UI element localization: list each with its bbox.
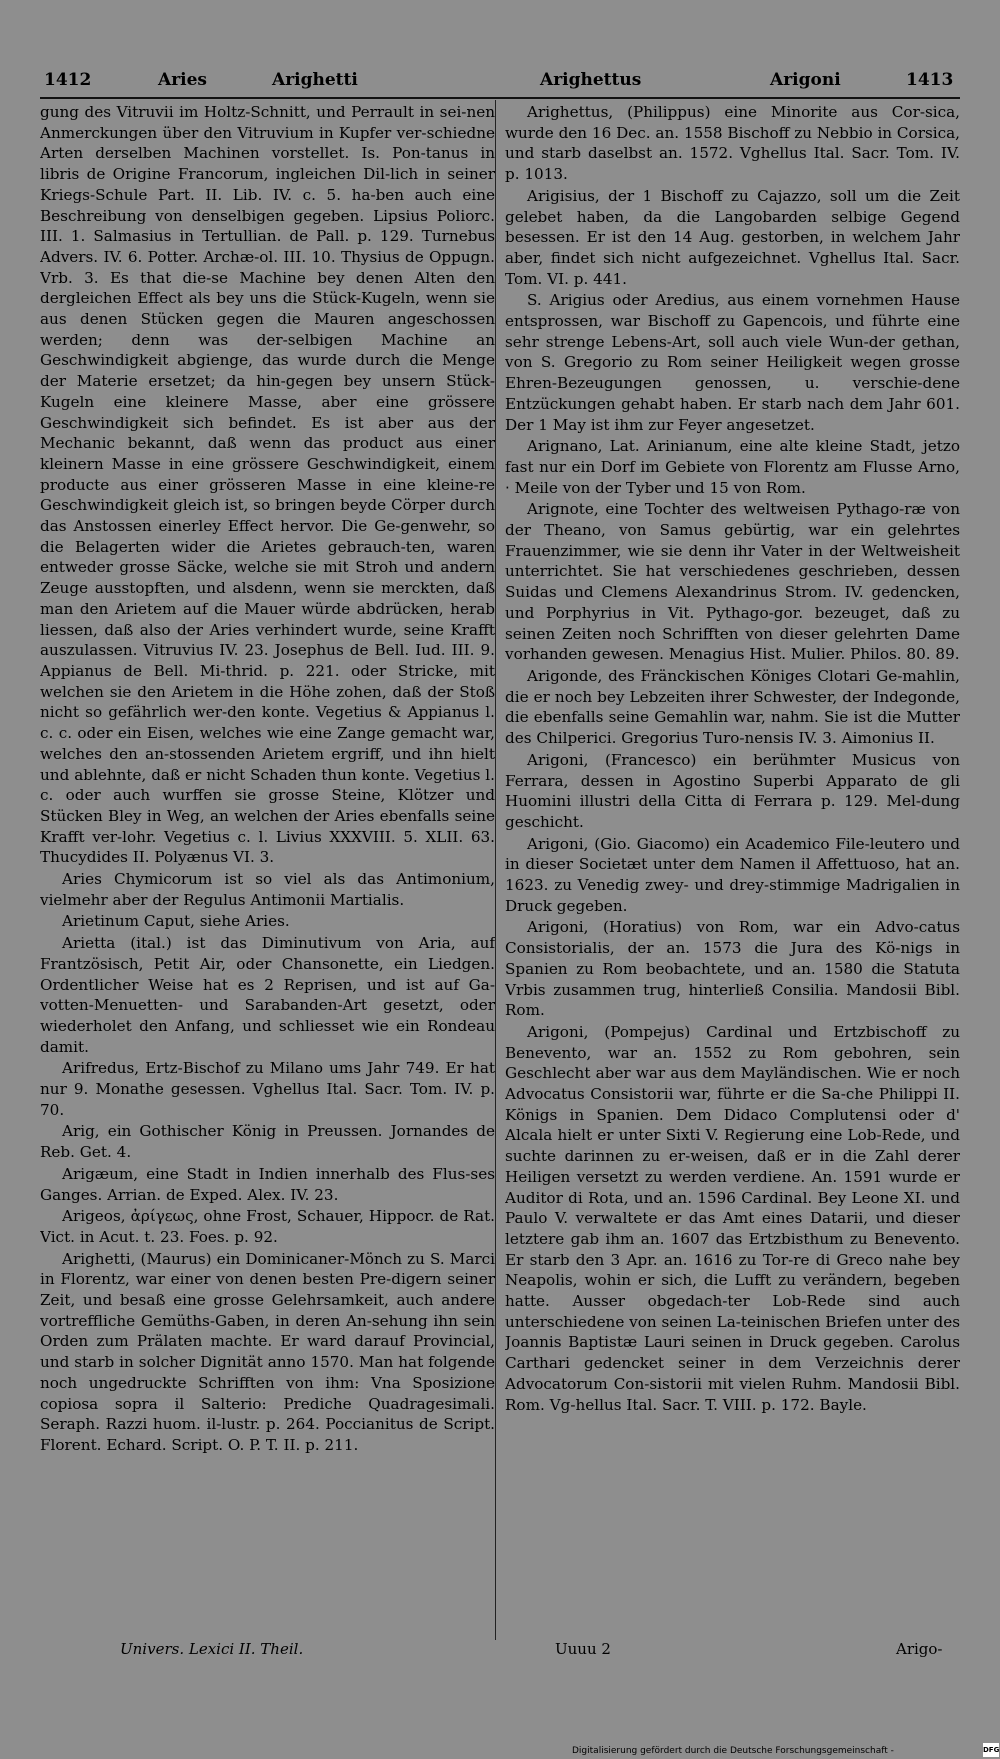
entry-arigoni-pompejus: Arigoni, (Pompejus) Cardinal und Ertzbischoff zu Benevento, war an. 1552 zu Rom gebohren, sein Geschlecht aber war aus dem Mayländischen. Wie er noch Advocatus Consistorii war, führte er die Sa-che Philippi II. Königs in Spanien. Dem Didaco Complutensi oder d' Alcala hielt er unter Sixti V. Regierung eine Lob-Rede, und suchte darinnen zu er-weisen, daß er in die Zahl derer Heiligen versetzt zu werden verdiene. An. 1591 wurde er Auditor di Rota, und an. 1596 Cardinal. Bey Leone XI. und Paulo V. verwaltete er das Amt eines Datarii, und dieser letztere gab ihm an. 1607 das Ertzbisthum zu Benevento. Er starb den 3 Apr. an. 1616 zu Tor-re di Greco nahe bey Neapolis, wohin er sich, die Lufft zu verändern, begeben hatte. Ausser obgedach-ter Lob-Rede sind auch unterschiedene von seinen La-teinischen Briefen unter des Joannis Baptistæ Lauri seinen in Druck gegeben. Carolus Carthari gedencket seiner in dem Verzeichnis derer Advocatorum Con-sistorii mit vielen Ruhm. Mandosii Bibl. Rom. Vg-hellus Ital. Sacr. T. VIII. p. 172. Bayle.	[505, 1022, 960, 1414]
entry-arigoni-francesco: Arigoni, (Francesco) ein berühmter Musicus von Ferrara, dessen in Agostino Superbi Apparato de gli Huomini illustri della Citta di Ferrara p. 129. Mel-dung geschicht.	[505, 750, 960, 831]
header-word-right-1: Arighettus	[540, 70, 642, 90]
header-rule	[40, 97, 960, 99]
right-column	[505, 102, 960, 1632]
footer-signature: Uuuu 2	[555, 1640, 611, 1658]
entry-arigaeum: Arigæum, eine Stadt in Indien innerhalb des Flus-ses Ganges. Arrian. de Exped. Alex. IV. 23.	[40, 1164, 495, 1204]
page-number-right: 1413	[906, 70, 954, 90]
entry-arignano: Arignano, Lat. Arinianum, eine alte kleine Stadt, jetzo fast nur ein Dorf im Gebiete von Florentz am Flusse Arno, ‧ Meile von der Tyber und 15 von Rom.	[505, 437, 960, 497]
entry-arigeos: Arigeos, ἀρίγεως, ohne Frost, Schauer, Hippocr. de Rat. Vict. in Acut. t. 23. Foes. p. 92.	[40, 1207, 495, 1246]
footer-catchword: Arigo-	[896, 1640, 943, 1658]
entry-arifredus: Arifredus, Ertz-Bischof zu Milano ums Jahr 749. Er hat nur 9. Monathe gesessen. Vghellus Ital. Sacr. Tom. IV. p. 70.	[40, 1059, 495, 1119]
header-word-left-1: Aries	[158, 70, 207, 90]
entry-arigoni-giacomo: Arigoni, (Gio. Giacomo) ein Academico File-leutero und in dieser Societæt unter dem Namen il Affettuoso, hat an. 1623. zu Venedig zwey- und drey-stimmige Madrigalien in Druck gegeben.	[505, 834, 960, 915]
footer-volume: Univers. Lexici II. Theil.	[120, 1640, 304, 1658]
column-divider	[495, 100, 496, 1640]
entry-aries-continued: gung des Vitruvii im Holtz-Schnitt, und Perrault in sei-nen Anmerckungen über den Vitruvium in Kupfer ver-schiedne Arten derselben Machinen vorstellet. Is. Pon-tanus in libris de Origine Francorum, ingleichen Dil-lich in seiner Kriegs-Schule Part. II. Lib. IV. c. 5. ha-ben auch eine Beschreibung von denselbigen gegeben. Lipsius Poliorc. III. 1. Salmasius in Tertullian. de Pall. p. 129. Turnebus Advers. IV. 6. Potter. Archæ-ol. III. 10. Thysius de Oppugn. Vrb. 3. Es that die-se Machine bey denen Alten den dergleichen Effect als bey uns die Stück-Kugeln, wenn sie aus denen Stücken gegen die Mauren angeschossen werden; denn was der-selbigen Machine an Geschwindigkeit abgienge, das wurde durch die Menge der Materie ersetzet; da hin-gegen bey unsern Stück-Kugeln eine kleinere Masse, aber eine grössere Geschwindigkeit sich befindet. Es ist aber aus der Mechanic bekannt, daß wenn das product aus einer kleinern Masse in eine grössere Geschwindigkeit, einem producte aus einer grösseren Masse in eine kleine-re Geschwindigkeit gleich ist, so bringen beyde Cörper durch das Anstossen einerley Effect hervor. Die Ge-genwehr, so die Belagerten wider die Arietes gebrauch-ten, waren entweder grosse Säcke, welche sie mit Stroh und andern Zeuge ausstopften, und alsdenn, wenn sie merckten, daß man den Arietem auf die Mauer würde abdrücken, herab liessen, daß also der Aries verhindert wurde, seine Krafft auszulassen. Vitruvius IV. 23. Josephus de Bell. Iud. III. 9. Appianus de Bell. Mi-thrid. p. 221. oder Stricke, mit welchen sie den Arietem in die Höhe zohen, daß der Stoß nicht so gefährlich wer-den konte. Vegetius & Appianus l. c. c. oder ein Eisen, welches wie eine Zange gemacht war, welches den an-stossenden Arietem ergriff, und ihn hielt und ablehnte, daß er nicht Schaden thun konte. Vegetius l. c. oder auch wurffen sie grosse Steine, Klötzer und Stücken Bley in Weg, an welchen der Aries ebenfalls seine Krafft ver-lohr. Vegetius c. l. Livius XXXVIII. 5. XLII. 63. Thucydides II. Polyænus VI. 3.	[40, 103, 495, 867]
entry-arighettus: Arighettus, (Philippus) eine Minorite aus Cor-sica, wurde den 16 Dec. an. 1558 Bischoff zu Nebbio in Corsica, und starb daselbst an. 1572. Vghellus Ital. Sacr. Tom. IV. p. 1013.	[505, 103, 960, 184]
entry-aries-chymicorum: Aries Chymicorum ist so viel als das Antimonium, vielmehr aber der Regulus Antimonii Martialis.	[40, 870, 495, 909]
entry-arignote: Arignote, eine Tochter des weltweisen Pythago-ræ von der Theano, von Samus gebürtig, war ein gelehrtes Frauenzimmer, wie sie denn ihr Vater in der Weltweisheit unterrichtet. Sie hat verschiedenes geschrieben, dessen Suidas und Clemens Alexandrinus Strom. IV. gedencken, und Porphyrius in Vit. Pythago-gor. bezeuget, daß zu seinen Zeiten noch Schrifften von dieser gelehrten Dame vorhanden gewesen. Menagius Hist. Mulier. Philos. 80. 89.	[505, 500, 960, 664]
entry-arigonde: Arigonde, des Fränckischen Königes Clotari Ge-mahlin, die er noch bey Lebzeiten ihrer Schwester, der Indegonde, die ebenfalls seine Gemahlin war, nahm. Sie ist die Mutter des Chilperici. Gregorius Turo-nensis IV. 3. Aimonius II.	[505, 666, 960, 748]
entry-arigoni-horatius: Arigoni, (Horatius) von Rom, war ein Advo-catus Consistorialis, der an. 1573 die Jura des Kö-nigs in Spanien zu Rom beobachtete, und an. 1580 die Statuta Vrbis zusammen trug, hinterließ Consilia. Mandosii Bibl. Rom.	[505, 918, 960, 1020]
digitization-credit: Digitalisierung gefördert durch die Deutsche Forschungsgemeinschaft -	[572, 1746, 894, 1756]
dfg-logo-icon[interactable]: DFG	[983, 1743, 999, 1757]
entry-arigius: S. Arigius oder Aredius, aus einem vornehmen Hause entsprossen, war Bischoff zu Gapencois, und führte eine sehr strenge Lebens-Art, soll auch viele Wun-der gethan, von S. Gregorio zu Rom seiner Heiligkeit wegen grosse Ehren-Bezeugungen genossen, u. verschie-dene Entzückungen gehabt haben. Er starb nach dem Jahr 601. Der 1 May ist ihm zur Feyer angesetzet.	[505, 291, 960, 434]
entry-arighetti: Arighetti, (Maurus) ein Dominicaner-Mönch zu S. Marci in Florentz, war einer von denen besten Pre-digern seiner Zeit, und besaß eine grosse Gelehrsamkeit, auch andere vortreffliche Gemüths-Gaben, in deren An-sehung ihn sein Orden zum Prälaten machte. Er ward darauf Provincial, und starb in solcher Dignität anno 1570. Man hat folgende noch ungedruckte Schrifften von ihm: Vna Sposizione copiosa sopra il Salterio: Prediche Quadragesimali. Seraph. Razzi huom. il-lustr. p. 264. Poccianitus de Script. Florent. Echard. Script. O. P. T. II. p. 211.	[40, 1249, 495, 1454]
header-word-left-2: Arighetti	[272, 70, 358, 90]
entry-arig: Arig, ein Gothischer König in Preussen. Jornandes de Reb. Get. 4.	[40, 1122, 495, 1162]
left-column	[40, 102, 495, 1632]
entry-arigisius: Arigisius, der 1 Bischoff zu Cajazzo, soll um die Zeit gelebet haben, da die Langobarden selbige Gegend besessen. Er ist den 14 Aug. gestorben, in welchem Jahr aber, findet sich nicht aufgezeichnet. Vghellus Ital. Sacr. Tom. VI. p. 441.	[505, 186, 960, 288]
entry-arietta: Arietta (ital.) ist das Diminutivum von Aria, auf Frantzösisch, Petit Air, oder Chansonette, ein Liedgen. Ordentlicher Weise hat es 2 Reprisen, und ist auf Ga-votten-Menuetten- und Sarabanden-Art gesetzt, oder wiederholet den Anfang, und schliesset wie ein Rondeau damit.	[40, 934, 495, 1056]
header-word-right-2: Arigoni	[770, 70, 841, 90]
entry-arietinum-caput: Arietinum Caput, siehe Aries.	[62, 912, 290, 931]
page-number-left: 1412	[44, 70, 92, 90]
